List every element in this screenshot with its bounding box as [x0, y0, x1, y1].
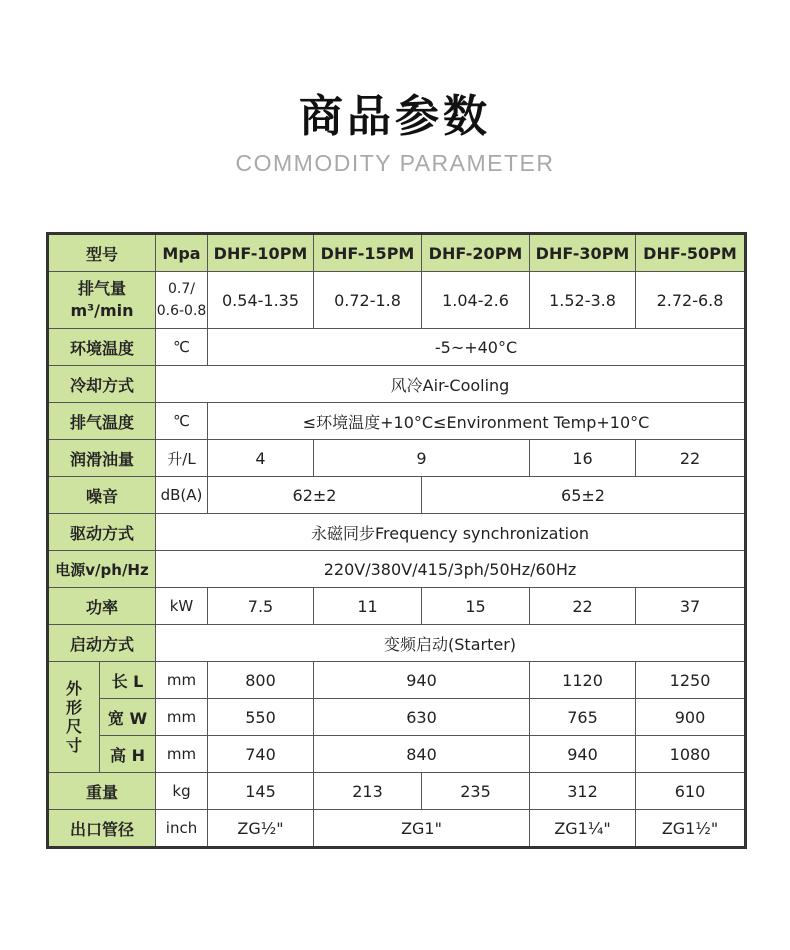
noise-row [48, 477, 746, 514]
displacement-pressure [156, 272, 208, 329]
displacement-label-line1: 排气量 [78, 279, 127, 298]
displacement-value: 0.54-1.35 [208, 272, 314, 329]
width-value: 900 [636, 699, 746, 736]
width-value: 630 [314, 699, 530, 736]
exhaust-temp-unit: ℃ [156, 403, 208, 440]
displacement-value: 1.04-2.6 [422, 272, 530, 329]
power-value: 11 [314, 588, 422, 625]
pressure-unit: Mpa [156, 234, 208, 272]
outlet-unit: inch [156, 810, 208, 848]
drive-label: 驱动方式 [48, 514, 156, 551]
length-label: 长 L [100, 662, 156, 699]
height-unit: mm [156, 736, 208, 773]
outlet-value: ZG1" [314, 810, 530, 848]
width-row [48, 699, 746, 736]
height-value: 740 [208, 736, 314, 773]
weight-value: 213 [314, 773, 422, 810]
height-value: 1080 [636, 736, 746, 773]
weight-value: 312 [530, 773, 636, 810]
model-name: DHF-10PM [208, 234, 314, 272]
width-label: 宽 W [100, 699, 156, 736]
cooling-value: 风冷Air-Cooling [156, 366, 746, 403]
length-value: 940 [314, 662, 530, 699]
outlet-label: 出口管径 [48, 810, 156, 848]
width-value: 765 [530, 699, 636, 736]
start-value: 变频启动(Starter) [156, 625, 746, 662]
length-value: 1120 [530, 662, 636, 699]
noise-value: 62±2 [208, 477, 422, 514]
outlet-value: ZG½" [208, 810, 314, 848]
displacement-value: 0.72-1.8 [314, 272, 422, 329]
cooling-row [48, 366, 746, 403]
exhaust-temp-value: ≤环境温度+10°C≤Environment Temp+10°C [208, 403, 746, 440]
length-value: 1250 [636, 662, 746, 699]
displacement-value: 2.72-6.8 [636, 272, 746, 329]
noise-value: 65±2 [422, 477, 746, 514]
noise-label: 噪音 [48, 477, 156, 514]
power-row [48, 588, 746, 625]
height-row [48, 736, 746, 773]
dimensions-char: 尺 [65, 717, 82, 736]
model-label: 型号 [48, 234, 156, 272]
ambient-temp-unit: ℃ [156, 329, 208, 366]
dimensions-group-label [48, 662, 100, 773]
pressure-line2: 0.6-0.8 [156, 303, 207, 319]
weight-unit: kg [156, 773, 208, 810]
oil-value: 9 [314, 440, 530, 477]
displacement-row [48, 272, 746, 329]
pressure-line1: 0.7/ [168, 281, 195, 297]
weight-label: 重量 [48, 773, 156, 810]
length-row [48, 662, 746, 699]
drive-value: 永磁同步Frequency synchronization [156, 514, 746, 551]
exhaust-temp-row [48, 403, 746, 440]
dimensions-char: 寸 [65, 736, 82, 755]
height-value: 940 [530, 736, 636, 773]
drive-row [48, 514, 746, 551]
weight-value: 235 [422, 773, 530, 810]
power-label: 功率 [48, 588, 156, 625]
oil-value: 4 [208, 440, 314, 477]
ambient-temp-row [48, 329, 746, 366]
model-name: DHF-50PM [636, 234, 746, 272]
power-supply-row [48, 551, 746, 588]
page-subtitle: COMMODITY PARAMETER [235, 150, 555, 176]
width-value: 550 [208, 699, 314, 736]
power-value: 7.5 [208, 588, 314, 625]
displacement-label-line2: m³/min [70, 301, 134, 320]
oil-value: 22 [636, 440, 746, 477]
length-unit: mm [156, 662, 208, 699]
table-header-row [48, 234, 746, 272]
model-name: DHF-15PM [314, 234, 422, 272]
ambient-temp-label: 环境温度 [48, 329, 156, 366]
oil-row [48, 440, 746, 477]
displacement-value: 1.52-3.8 [530, 272, 636, 329]
power-value: 22 [530, 588, 636, 625]
power-unit: kW [156, 588, 208, 625]
oil-value: 16 [530, 440, 636, 477]
oil-unit: 升/L [156, 440, 208, 477]
weight-value: 610 [636, 773, 746, 810]
start-label: 启动方式 [48, 625, 156, 662]
power-value: 37 [636, 588, 746, 625]
power-supply-label: 电源v/ph/Hz [48, 551, 156, 588]
power-value: 15 [422, 588, 530, 625]
width-unit: mm [156, 699, 208, 736]
ambient-temp-value: -5~+40°C [208, 329, 746, 366]
outlet-value: ZG1½" [636, 810, 746, 848]
model-name: DHF-20PM [422, 234, 530, 272]
dimensions-char: 外 [65, 679, 82, 698]
outlet-value: ZG1¼" [530, 810, 636, 848]
height-value: 840 [314, 736, 530, 773]
noise-unit: dB(A) [156, 477, 208, 514]
dimensions-char: 形 [65, 698, 82, 717]
oil-label: 润滑油量 [48, 440, 156, 477]
spec-table [46, 232, 747, 849]
displacement-label [48, 272, 156, 329]
outlet-row [48, 810, 746, 848]
cooling-label: 冷却方式 [48, 366, 156, 403]
weight-value: 145 [208, 773, 314, 810]
height-label: 高 H [100, 736, 156, 773]
power-supply-value: 220V/380V/415/3ph/50Hz/60Hz [156, 551, 746, 588]
weight-row [48, 773, 746, 810]
length-value: 800 [208, 662, 314, 699]
model-name: DHF-30PM [530, 234, 636, 272]
start-row [48, 625, 746, 662]
page-title: 商品参数 [299, 91, 491, 142]
exhaust-temp-label: 排气温度 [48, 403, 156, 440]
